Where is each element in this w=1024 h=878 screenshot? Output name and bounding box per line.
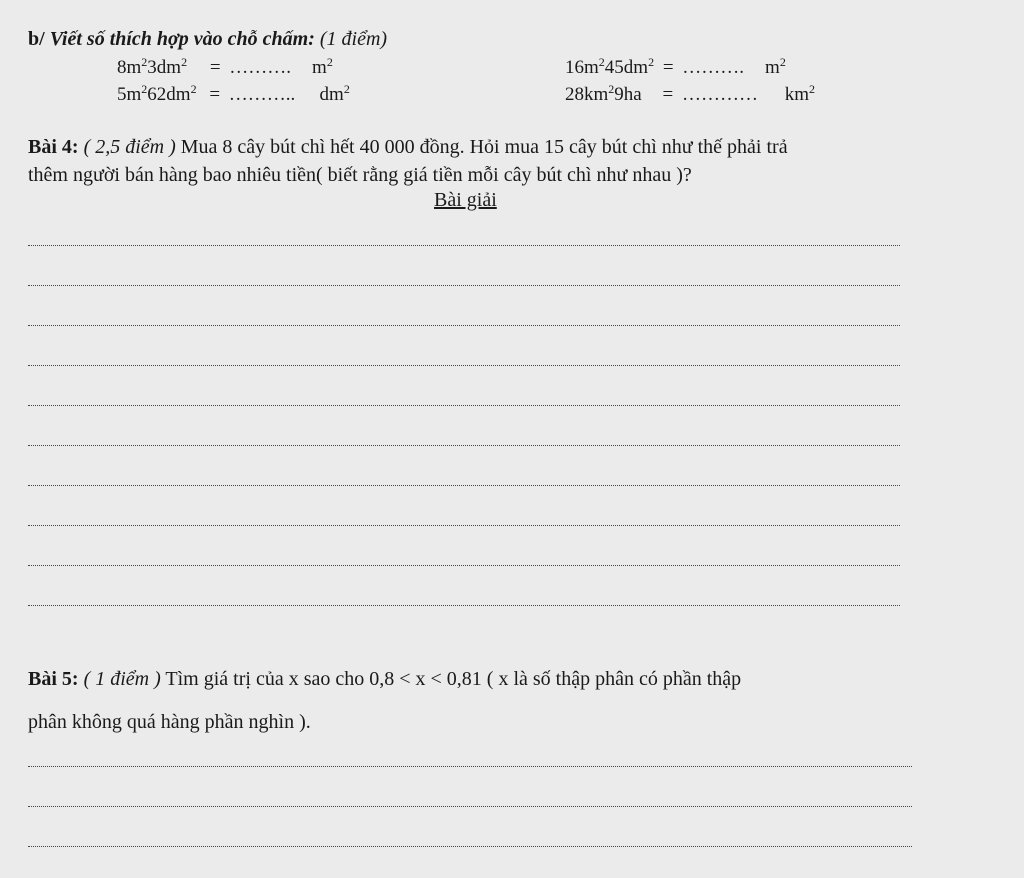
bai4-text-2: thêm người bán hàng bao nhiêu tiền( biết rằng giá tiền mỗi cây bút chì như nhau )? xyxy=(28,164,692,186)
answer-blank[interactable]: ………… xyxy=(681,84,758,105)
answer-line[interactable] xyxy=(28,485,900,486)
answer-line[interactable] xyxy=(28,605,900,606)
bai4-problem xyxy=(28,133,788,189)
bai4-text-1: Mua 8 cây bút chì hết 40 000 đồng. Hỏi mua 15 cây bút chì như thế phải trả xyxy=(180,136,788,158)
part-b-points: (1 điểm) xyxy=(319,28,388,50)
answer-line[interactable] xyxy=(28,766,912,767)
bai4-label: Bài 4: xyxy=(28,136,79,158)
answer-line[interactable] xyxy=(28,285,900,286)
bai4-points: ( 2,5 điểm ) xyxy=(83,136,176,158)
exercise-2: $16m^245dm^2$ = ………. $m^2$ xyxy=(565,55,786,78)
bai5-line-1 xyxy=(28,668,741,691)
answer-blank[interactable]: ………. xyxy=(229,57,292,78)
answer-line[interactable] xyxy=(28,325,900,326)
bai5-text-2: phân không quá hàng phần nghìn ). xyxy=(28,711,311,733)
exercise-3: $5m^262dm^2$ = ……….. $dm^2$ xyxy=(117,82,350,105)
exercise-1: $8m^23dm^2$ = ………. $m^2$ xyxy=(117,55,333,78)
answer-line[interactable] xyxy=(28,846,912,847)
answer-line[interactable] xyxy=(28,445,900,446)
answer-line[interactable] xyxy=(28,405,900,406)
answer-blank[interactable]: ……….. xyxy=(228,84,296,105)
answer-line[interactable] xyxy=(28,806,912,807)
bai4-line-1 xyxy=(28,133,788,161)
bai5-label: Bài 5: xyxy=(28,668,79,690)
answer-line[interactable] xyxy=(28,245,900,246)
bai5-points: ( 1 điểm ) xyxy=(83,668,161,690)
answer-line[interactable] xyxy=(28,565,900,566)
answer-line[interactable] xyxy=(28,365,900,366)
solution-heading: Bài giải xyxy=(434,189,497,211)
answer-line[interactable] xyxy=(28,525,900,526)
part-b-label: b/ xyxy=(28,28,45,50)
exercise-4: $28km^29ha$ = ………… $km^2$ xyxy=(565,82,815,105)
bai5-text-1: Tìm giá trị của x sao cho 0,8 < x < 0,81 ( x là số thập phân có phần thập xyxy=(165,668,742,690)
part-b-heading xyxy=(28,28,387,51)
part-b-instruction: Viết số thích hợp vào chỗ chấm: xyxy=(49,28,315,50)
answer-blank[interactable]: ………. xyxy=(682,57,745,78)
